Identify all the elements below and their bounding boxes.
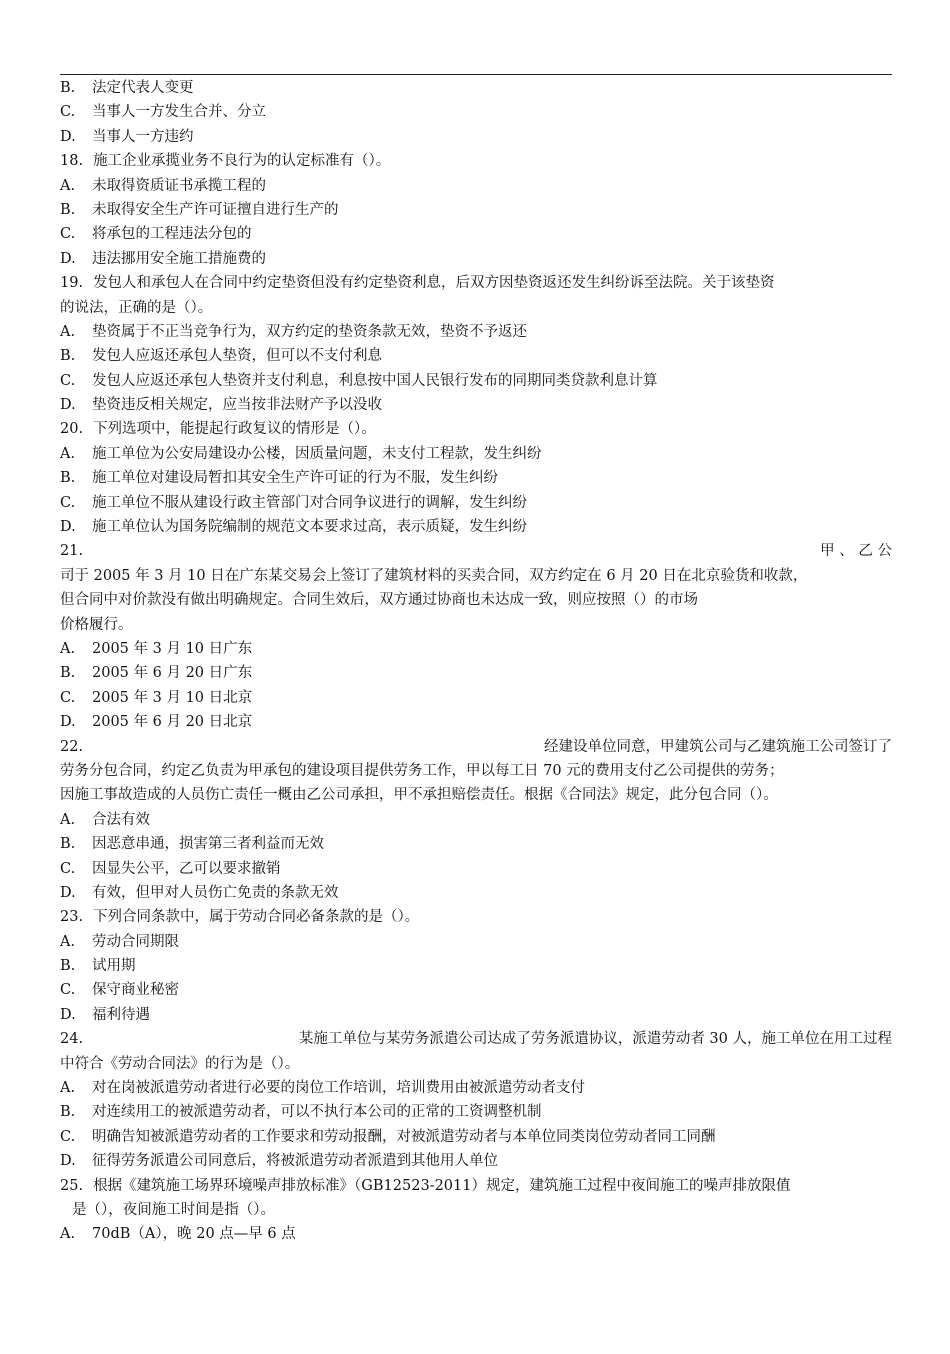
answer-option (60, 344, 892, 368)
answer-option (60, 637, 892, 661)
option-key: C. (60, 982, 76, 999)
answer-option (60, 320, 892, 344)
option-text: 当事人一方发生合并、分立 (92, 104, 266, 121)
document-page (60, 76, 892, 1247)
option-text: 合法有效 (92, 811, 150, 828)
answer-option (60, 466, 892, 490)
option-text: 征得劳务派遣公司同意后，将被派遣劳动者派遣到其他用人单位 (92, 1153, 498, 1170)
answer-option (60, 100, 892, 124)
question-line (60, 735, 892, 759)
answer-option (60, 491, 892, 515)
question-text: 中符合《劳动合同法》的行为是（）。 (60, 1055, 300, 1072)
answer-option (60, 881, 892, 905)
option-text: 因恶意串通，损害第三者利益而无效 (92, 836, 324, 853)
question-line (60, 539, 892, 563)
option-text: 将承包的工程违法分包的 (92, 226, 252, 243)
question-text: 但合同中对价款没有做出明确规定。合同生效后，双方通过协商也未达成一致，则应按照（）的市场 (60, 592, 698, 609)
option-key: A. (60, 933, 76, 950)
question-line (60, 1174, 892, 1198)
option-text: 发包人应返还承包人垫资，但可以不支付利息 (92, 348, 382, 365)
option-key: C. (60, 860, 76, 877)
option-text: 70dB（A），晚 20 点—早 6 点 (92, 1226, 296, 1243)
question-number: 25. (60, 1177, 84, 1194)
option-key: C. (60, 1128, 76, 1145)
option-text: 2005 年 6 月 20 日北京 (92, 714, 253, 731)
question-text: 发包人和承包人在合同中约定垫资但没有约定垫资利息，后双方因垫资返还发生纠纷诉至法院。关于该垫资 (93, 275, 775, 292)
option-text: 法定代表人变更 (92, 80, 194, 96)
option-text: 福利待遇 (92, 1006, 150, 1023)
answer-option (60, 442, 892, 466)
question-continuation (60, 1052, 892, 1076)
answer-option (60, 198, 892, 222)
question-number: 24. (60, 1031, 84, 1048)
option-key: A. (60, 177, 76, 194)
option-text: 发包人应返还承包人垫资并支付利息，利息按中国人民银行发布的同期同类贷款利息计算 (92, 372, 658, 389)
answer-option (60, 857, 892, 881)
question-text: 因施工事故造成的人员伤亡责任一概由乙公司承担，甲不承担赔偿责任。根据《合同法》规定，此分包合同（）。 (60, 787, 778, 804)
option-key: C. (60, 226, 76, 243)
answer-option (60, 710, 892, 734)
question-number: 22. (60, 738, 84, 755)
question-text: 的说法，正确的是（）。 (60, 299, 213, 316)
answer-option (60, 978, 892, 1002)
option-key: B. (60, 665, 76, 682)
question-number: 20. (60, 421, 84, 438)
question-line (60, 271, 892, 295)
option-key: D. (60, 128, 76, 145)
answer-option (60, 247, 892, 271)
question-text: 施工企业承揽业务不良行为的认定标准有（）。 (93, 153, 391, 170)
option-text: 施工单位不服从建设行政主管部门对合同争议进行的调解，发生纠纷 (92, 494, 527, 511)
option-text: 有效，但甲对人员伤亡免责的条款无效 (92, 884, 339, 901)
option-text: 施工单位为公安局建设办公楼，因质量问题，未支付工程款，发生纠纷 (92, 445, 542, 462)
answer-option (60, 515, 892, 539)
option-text: 因显失公平，乙可以要求撤销 (92, 860, 281, 877)
question-text: 是（），夜间施工时间是指（）。 (72, 1201, 275, 1218)
option-text: 当事人一方违约 (92, 128, 194, 145)
question-text: 某施工单位与某劳务派遣公司达成了劳务派遣协议，派遣劳动者 30 人，施工单位在用工过程 (298, 1031, 892, 1048)
answer-option (60, 1003, 892, 1027)
question-number: 21. (60, 543, 84, 560)
option-key: D. (60, 397, 76, 414)
option-text: 2005 年 6 月 20 日广东 (92, 665, 253, 682)
option-text: 施工单位认为国务院编制的规范文本要求过高，表示质疑，发生纠纷 (92, 519, 527, 536)
option-key: D. (60, 250, 76, 267)
question-text: 根据《建筑施工场界环境噪声排放标准》（GB12523-2011）规定，建筑施工过程中夜间施工的噪声排放限值 (93, 1177, 791, 1194)
option-key: B. (60, 201, 76, 218)
question-continuation (60, 564, 892, 588)
option-key: B. (60, 348, 76, 365)
answer-option (60, 1149, 892, 1173)
option-text: 未取得安全生产许可证擅自进行生产的 (92, 201, 339, 218)
question-text: 劳务分包合同，约定乙负责为甲承包的建设项目提供劳务工作，甲以每工日 70 元的费用支付乙公司提供的劳务； (60, 762, 784, 779)
question-continuation (60, 1198, 892, 1222)
answer-option (60, 369, 892, 393)
option-text: 施工单位对建设局暂扣其安全生产许可证的行为不服，发生纠纷 (92, 470, 498, 487)
answer-option (60, 1100, 892, 1124)
answer-option (60, 1125, 892, 1149)
option-key: C. (60, 372, 76, 389)
question-text: 价格履行。 (60, 616, 133, 633)
option-text: 2005 年 3 月 10 日广东 (92, 640, 253, 657)
option-key: A. (60, 1080, 76, 1097)
question-continuation (60, 783, 892, 807)
option-text: 明确告知被派遣劳动者的工作要求和劳动报酬，对被派遣劳动者与本单位同类岗位劳动者同工同酬 (92, 1128, 716, 1145)
option-text: 保守商业秘密 (92, 982, 179, 999)
header-rule (60, 74, 892, 75)
question-continuation (60, 588, 892, 612)
option-key: A. (60, 445, 76, 462)
answer-option (60, 832, 892, 856)
option-text: 违法挪用安全施工措施费的 (92, 250, 266, 267)
option-key: A. (60, 811, 76, 828)
question-text: 甲 、 乙 公 (820, 543, 892, 560)
option-text: 劳动合同期限 (92, 933, 179, 950)
option-text: 垫资属于不正当竞争行为，双方约定的垫资条款无效，垫资不予返还 (92, 323, 527, 340)
option-key: B. (60, 1104, 76, 1121)
option-key: C. (60, 689, 76, 706)
answer-option (60, 808, 892, 832)
option-text: 未取得资质证书承揽工程的 (92, 177, 266, 194)
answer-option (60, 174, 892, 198)
option-text: 垫资违反相关规定，应当按非法财产予以没收 (92, 397, 382, 414)
answer-option (60, 930, 892, 954)
answer-option (60, 661, 892, 685)
option-key: A. (60, 640, 76, 657)
option-key: C. (60, 104, 76, 121)
option-key: B. (60, 80, 76, 96)
option-text: 对连续用工的被派遣劳动者，可以不执行本公司的正常的工资调整机制 (92, 1104, 542, 1121)
answer-option (60, 954, 892, 978)
question-number: 18. (60, 153, 84, 170)
question-text: 司于 2005 年 3 月 10 日在广东某交易会上签订了建筑材料的买卖合同，双方约定在 6 月 20 日在北京验货和收款， (60, 567, 808, 584)
question-number: 19. (60, 275, 84, 292)
option-key: C. (60, 494, 76, 511)
option-key: B. (60, 470, 76, 487)
answer-option (60, 686, 892, 710)
option-key: D. (60, 519, 76, 536)
option-text: 2005 年 3 月 10 日北京 (92, 689, 253, 706)
option-key: D. (60, 884, 76, 901)
answer-option (60, 1222, 892, 1246)
answer-option (60, 222, 892, 246)
answer-option (60, 125, 892, 149)
question-text: 经建设单位同意，甲建筑公司与乙建筑施工公司签订了 (544, 738, 892, 755)
question-continuation (60, 296, 892, 320)
question-line (60, 149, 892, 173)
question-continuation (60, 759, 892, 783)
answer-option (60, 1076, 892, 1100)
question-text: 下列合同条款中，属于劳动合同必备条款的是（）。 (93, 909, 420, 926)
question-line (60, 905, 892, 929)
answer-option (60, 393, 892, 417)
option-key: D. (60, 1153, 76, 1170)
option-key: B. (60, 958, 76, 975)
option-key: A. (60, 323, 76, 340)
option-key: D. (60, 714, 76, 731)
option-key: D. (60, 1006, 76, 1023)
question-text: 下列选项中，能提起行政复议的情形是（）。 (93, 421, 376, 438)
question-continuation (60, 613, 892, 637)
option-key: A. (60, 1226, 76, 1243)
option-key: B. (60, 836, 76, 853)
option-text: 对在岗被派遣劳动者进行必要的岗位工作培训，培训费用由被派遣劳动者支付 (92, 1080, 585, 1097)
question-line (60, 1027, 892, 1051)
question-line (60, 417, 892, 441)
question-number: 23. (60, 909, 84, 926)
answer-option (60, 76, 892, 100)
option-text: 试用期 (92, 958, 136, 975)
